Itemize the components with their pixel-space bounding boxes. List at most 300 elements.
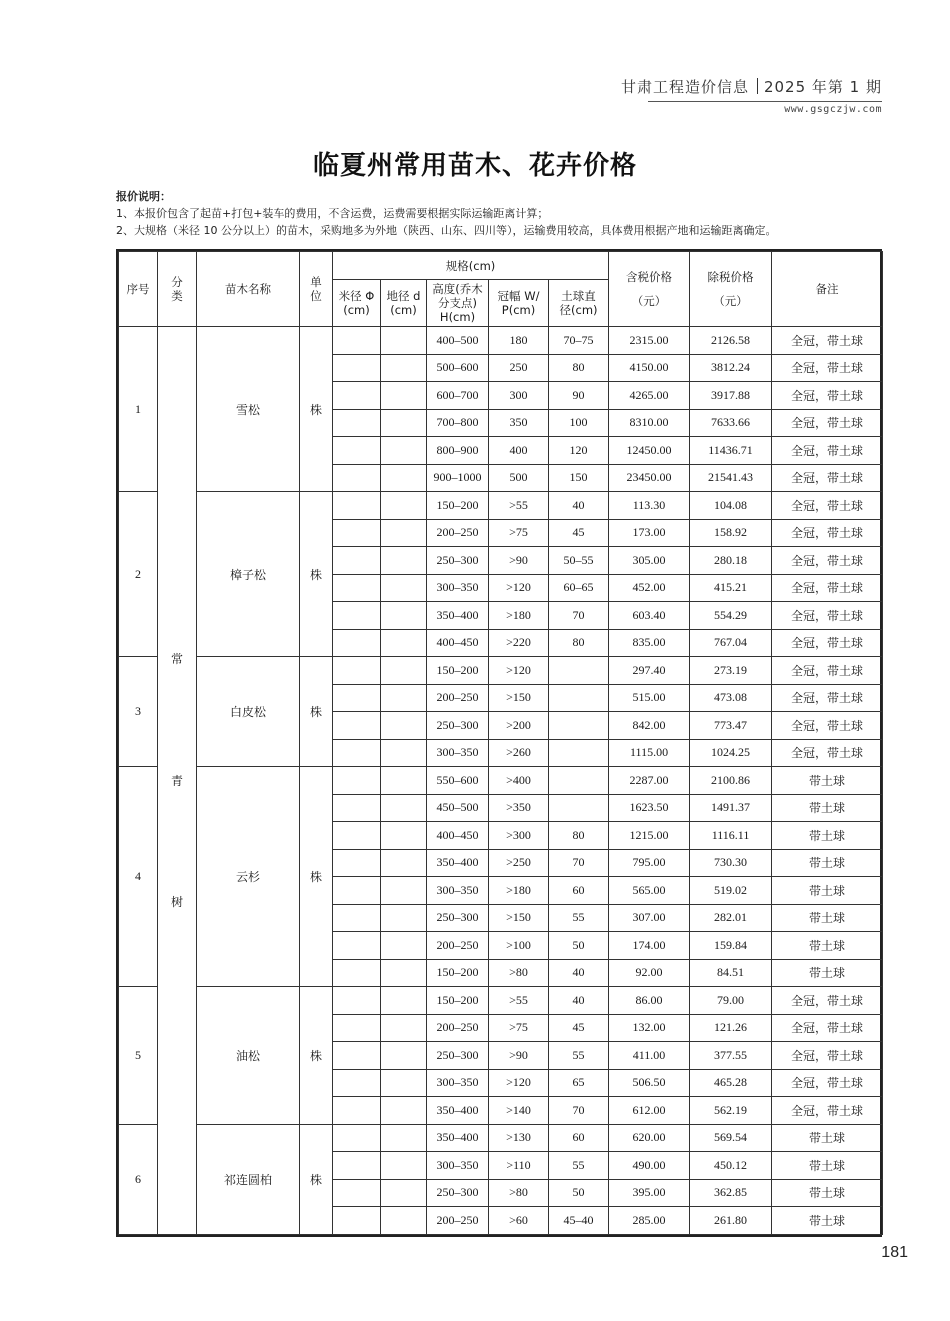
website-url: www.gsgczjw.com [784, 104, 882, 115]
ground-cell [381, 767, 427, 795]
seq-cell: 1 [119, 327, 158, 492]
crown-cell: >400 [489, 767, 549, 795]
price-notax-cell: 519.02 [690, 877, 772, 905]
price-notax-cell: 7633.66 [690, 409, 772, 437]
ground-cell [381, 354, 427, 382]
remark-cell: 带土球 [772, 767, 883, 795]
remark-cell: 带土球 [772, 794, 883, 822]
dbh-cell [333, 959, 381, 987]
dbh-cell [333, 712, 381, 740]
ground-cell [381, 739, 427, 767]
price-tax-cell: 173.00 [609, 519, 690, 547]
height-cell: 400–450 [427, 822, 489, 850]
category-char: 青 [170, 773, 183, 788]
crown-cell: 180 [489, 327, 549, 355]
notes-line-1: 1、本报价包含了起苗+打包+装车的费用，不含运费，运费需要根据实际运输距离计算； [116, 207, 549, 220]
dbh-cell [333, 877, 381, 905]
ball-cell: 50 [549, 932, 609, 960]
price-notax-cell: 362.85 [690, 1179, 772, 1207]
dbh-cell [333, 1097, 381, 1125]
header-dbh: 米径 Φ (cm) [333, 280, 381, 327]
ball-cell: 150 [549, 464, 609, 492]
height-cell: 350–400 [427, 1097, 489, 1125]
ground-cell [381, 712, 427, 740]
price-notax-cell: 2100.86 [690, 767, 772, 795]
price-notax-cell: 730.30 [690, 849, 772, 877]
seq-cell: 3 [119, 657, 158, 767]
height-cell: 200–250 [427, 519, 489, 547]
ball-cell: 100 [549, 409, 609, 437]
dbh-cell [333, 1179, 381, 1207]
height-cell: 300–350 [427, 1152, 489, 1180]
ground-cell [381, 794, 427, 822]
height-cell: 300–350 [427, 877, 489, 905]
header-height: 高度(乔木分支点) H(cm) [427, 280, 489, 327]
dbh-cell [333, 464, 381, 492]
dbh-cell [333, 602, 381, 630]
height-cell: 800–900 [427, 437, 489, 465]
dbh-cell [333, 1069, 381, 1097]
crown-cell: >180 [489, 877, 549, 905]
remark-cell: 全冠，带土球 [772, 492, 883, 520]
ground-cell [381, 987, 427, 1015]
ground-cell [381, 932, 427, 960]
seq-cell: 6 [119, 1124, 158, 1235]
price-tax-cell: 603.40 [609, 602, 690, 630]
dbh-cell [333, 629, 381, 657]
dbh-cell [333, 849, 381, 877]
price-notax-cell: 562.19 [690, 1097, 772, 1125]
price-notax-cell: 1491.37 [690, 794, 772, 822]
remark-cell: 带土球 [772, 1124, 883, 1152]
issue-label: 2025 年第 1 期 [763, 78, 882, 96]
crown-cell: 400 [489, 437, 549, 465]
price-tax-cell: 452.00 [609, 574, 690, 602]
price-notax-cell: 1024.25 [690, 739, 772, 767]
ground-cell [381, 629, 427, 657]
ball-cell: 90 [549, 382, 609, 410]
dbh-cell [333, 492, 381, 520]
price-notax-cell: 3812.24 [690, 354, 772, 382]
table-row [119, 1124, 883, 1152]
remark-cell: 全冠，带土球 [772, 987, 883, 1015]
price-notax-cell: 159.84 [690, 932, 772, 960]
ground-cell [381, 492, 427, 520]
header-price-notax [690, 252, 772, 327]
price-tax-cell: 620.00 [609, 1124, 690, 1152]
price-tax-cell: 395.00 [609, 1179, 690, 1207]
crown-cell: >120 [489, 574, 549, 602]
seq-cell: 4 [119, 767, 158, 987]
price-notax-cell: 158.92 [690, 519, 772, 547]
dbh-cell [333, 437, 381, 465]
height-cell: 150–200 [427, 657, 489, 685]
ball-cell: 55 [549, 904, 609, 932]
plant-name-cell: 樟子松 [197, 492, 300, 657]
ground-cell [381, 877, 427, 905]
dbh-cell [333, 1152, 381, 1180]
dbh-cell [333, 657, 381, 685]
price-notax-cell: 473.08 [690, 684, 772, 712]
remark-cell: 全冠，带土球 [772, 684, 883, 712]
ground-cell [381, 519, 427, 547]
ground-cell [381, 327, 427, 355]
dbh-cell [333, 574, 381, 602]
dbh-cell [333, 1207, 381, 1235]
dbh-cell [333, 684, 381, 712]
price-tax-cell: 297.40 [609, 657, 690, 685]
ball-cell [549, 684, 609, 712]
ball-cell: 60 [549, 877, 609, 905]
height-cell: 150–200 [427, 987, 489, 1015]
header-separator [757, 78, 758, 94]
price-tax-cell: 1623.50 [609, 794, 690, 822]
ball-cell: 55 [549, 1042, 609, 1070]
header-seq: 序号 [119, 252, 158, 327]
price-tax-cell: 2315.00 [609, 327, 690, 355]
crown-cell: >80 [489, 1179, 549, 1207]
ground-cell [381, 1124, 427, 1152]
unit-cell: 株 [300, 327, 333, 492]
ball-cell [549, 794, 609, 822]
crown-cell: >75 [489, 519, 549, 547]
remark-cell: 全冠，带土球 [772, 409, 883, 437]
price-notes [116, 188, 776, 239]
price-notax-cell: 415.21 [690, 574, 772, 602]
ball-cell: 40 [549, 492, 609, 520]
table-row [119, 492, 883, 520]
dbh-cell [333, 739, 381, 767]
remark-cell: 带土球 [772, 959, 883, 987]
remark-cell: 带土球 [772, 822, 883, 850]
price-tax-cell: 307.00 [609, 904, 690, 932]
price-tax-cell: 565.00 [609, 877, 690, 905]
height-cell: 450–500 [427, 794, 489, 822]
price-notax-cell: 3917.88 [690, 382, 772, 410]
height-cell: 250–300 [427, 712, 489, 740]
header-price-notax-label: 除税价格 [707, 270, 754, 284]
remark-cell: 带土球 [772, 1207, 883, 1235]
ball-cell: 70 [549, 849, 609, 877]
price-tax-cell: 8310.00 [609, 409, 690, 437]
ball-cell: 40 [549, 987, 609, 1015]
remark-cell: 全冠，带土球 [772, 464, 883, 492]
remark-cell: 全冠，带土球 [772, 382, 883, 410]
ground-cell [381, 382, 427, 410]
height-cell: 400–450 [427, 629, 489, 657]
remark-cell: 带土球 [772, 877, 883, 905]
crown-cell: >200 [489, 712, 549, 740]
price-notax-cell: 767.04 [690, 629, 772, 657]
ball-cell: 80 [549, 629, 609, 657]
price-notax-cell: 280.18 [690, 547, 772, 575]
ground-cell [381, 1152, 427, 1180]
seq-cell: 5 [119, 987, 158, 1125]
dbh-cell [333, 1042, 381, 1070]
crown-cell: >110 [489, 1152, 549, 1180]
crown-cell: >55 [489, 987, 549, 1015]
header-spec: 规格(cm) [333, 252, 609, 280]
header-ball: 土球直径(cm) [549, 280, 609, 327]
price-tax-cell: 2287.00 [609, 767, 690, 795]
price-notax-cell: 554.29 [690, 602, 772, 630]
ball-cell: 65 [549, 1069, 609, 1097]
remark-cell: 全冠，带土球 [772, 1069, 883, 1097]
ball-cell: 80 [549, 822, 609, 850]
ground-cell [381, 602, 427, 630]
price-tax-cell: 4265.00 [609, 382, 690, 410]
unit-cell: 株 [300, 657, 333, 767]
price-notax-cell: 273.19 [690, 657, 772, 685]
crown-cell: >140 [489, 1097, 549, 1125]
price-tax-cell: 506.50 [609, 1069, 690, 1097]
price-notax-cell: 261.80 [690, 1207, 772, 1235]
unit-cell: 株 [300, 492, 333, 657]
category-cell [158, 327, 197, 1235]
plant-name-cell: 云杉 [197, 767, 300, 987]
price-notax-cell: 11436.71 [690, 437, 772, 465]
dbh-cell [333, 822, 381, 850]
remark-cell: 全冠，带土球 [772, 1042, 883, 1070]
ground-cell [381, 1014, 427, 1042]
price-notax-cell: 79.00 [690, 987, 772, 1015]
price-notax-cell: 773.47 [690, 712, 772, 740]
table-row [119, 987, 883, 1015]
dbh-cell [333, 904, 381, 932]
price-tax-cell: 1215.00 [609, 822, 690, 850]
unit-cell: 株 [300, 1124, 333, 1235]
remark-cell: 全冠，带土球 [772, 629, 883, 657]
crown-cell: >350 [489, 794, 549, 822]
remark-cell: 全冠，带土球 [772, 739, 883, 767]
price-table-body [119, 327, 883, 1235]
ball-cell: 50–55 [549, 547, 609, 575]
price-notax-cell: 121.26 [690, 1014, 772, 1042]
height-cell: 350–400 [427, 849, 489, 877]
remark-cell: 全冠，带土球 [772, 657, 883, 685]
ball-cell: 60 [549, 1124, 609, 1152]
height-cell: 250–300 [427, 904, 489, 932]
crown-cell: 350 [489, 409, 549, 437]
crown-cell: >220 [489, 629, 549, 657]
price-tax-cell: 23450.00 [609, 464, 690, 492]
table-row [119, 657, 883, 685]
height-cell: 350–400 [427, 602, 489, 630]
dbh-cell [333, 382, 381, 410]
height-cell: 200–250 [427, 684, 489, 712]
header-price-tax [609, 252, 690, 327]
ground-cell [381, 1069, 427, 1097]
dbh-cell [333, 547, 381, 575]
height-cell: 250–300 [427, 547, 489, 575]
crown-cell: 300 [489, 382, 549, 410]
header-remark: 备注 [772, 252, 883, 327]
price-tax-cell: 174.00 [609, 932, 690, 960]
height-cell: 700–800 [427, 409, 489, 437]
remark-cell: 全冠，带土球 [772, 712, 883, 740]
ground-cell [381, 1097, 427, 1125]
ground-cell [381, 684, 427, 712]
crown-cell: >150 [489, 904, 549, 932]
notes-line-2: 2、大规格（米径 10 公分以上）的苗木，采购地多为外地（陕西、山东、四川等），运输费用较高，具体费用根据产地和运输距离确定。 [116, 224, 777, 237]
remark-cell: 全冠，带土球 [772, 1097, 883, 1125]
price-tax-cell: 12450.00 [609, 437, 690, 465]
price-notax-cell: 282.01 [690, 904, 772, 932]
header-rule [648, 101, 882, 102]
price-notax-cell: 84.51 [690, 959, 772, 987]
price-notax-cell: 1116.11 [690, 822, 772, 850]
height-cell: 350–400 [427, 1124, 489, 1152]
category-char: 树 [170, 895, 183, 909]
seq-cell: 2 [119, 492, 158, 657]
height-cell: 150–200 [427, 492, 489, 520]
remark-cell: 带土球 [772, 849, 883, 877]
notes-heading: 报价说明： [116, 190, 171, 203]
height-cell: 200–250 [427, 1207, 489, 1235]
plant-name-cell: 雪松 [197, 327, 300, 492]
height-cell: 250–300 [427, 1179, 489, 1207]
ground-cell [381, 1179, 427, 1207]
price-table-wrapper [116, 249, 882, 1237]
dbh-cell [333, 1014, 381, 1042]
ball-cell [549, 712, 609, 740]
unit-cell: 株 [300, 767, 333, 987]
ball-cell: 45 [549, 519, 609, 547]
ball-cell: 70 [549, 602, 609, 630]
height-cell: 600–700 [427, 382, 489, 410]
remark-cell: 带土球 [772, 932, 883, 960]
height-cell: 300–350 [427, 574, 489, 602]
header-price-tax-unit: （元） [631, 294, 667, 308]
height-cell: 150–200 [427, 959, 489, 987]
crown-cell: >75 [489, 1014, 549, 1042]
remark-cell: 带土球 [772, 1152, 883, 1180]
header-name: 苗木名称 [197, 252, 300, 327]
ground-cell [381, 547, 427, 575]
crown-cell: >90 [489, 1042, 549, 1070]
header-price-notax-unit: （元） [713, 294, 748, 308]
price-tax-cell: 411.00 [609, 1042, 690, 1070]
ground-cell [381, 437, 427, 465]
ball-cell [549, 767, 609, 795]
crown-cell: >250 [489, 849, 549, 877]
header-category: 分类 [158, 252, 197, 327]
price-tax-cell: 305.00 [609, 547, 690, 575]
ground-cell [381, 849, 427, 877]
plant-name-cell: 白皮松 [197, 657, 300, 767]
price-tax-cell: 285.00 [609, 1207, 690, 1235]
header-unit: 单位 [300, 252, 333, 327]
unit-cell: 株 [300, 987, 333, 1125]
crown-cell: >150 [489, 684, 549, 712]
header-ground: 地径 d (cm) [381, 280, 427, 327]
dbh-cell [333, 354, 381, 382]
remark-cell: 全冠，带土球 [772, 519, 883, 547]
height-cell: 300–350 [427, 739, 489, 767]
ball-cell [549, 657, 609, 685]
price-notax-cell: 104.08 [690, 492, 772, 520]
height-cell: 250–300 [427, 1042, 489, 1070]
height-cell: 200–250 [427, 1014, 489, 1042]
crown-cell: >180 [489, 602, 549, 630]
price-tax-cell: 842.00 [609, 712, 690, 740]
page-header [621, 76, 882, 115]
price-notax-cell: 21541.43 [690, 464, 772, 492]
price-tax-cell: 795.00 [609, 849, 690, 877]
price-table [118, 251, 883, 1235]
crown-cell: >100 [489, 932, 549, 960]
crown-cell: >55 [489, 492, 549, 520]
category-text [158, 650, 196, 910]
ball-cell: 40 [549, 959, 609, 987]
height-cell: 900–1000 [427, 464, 489, 492]
remark-cell: 全冠，带土球 [772, 327, 883, 355]
price-notax-cell: 569.54 [690, 1124, 772, 1152]
price-tax-cell: 4150.00 [609, 354, 690, 382]
price-tax-cell: 1115.00 [609, 739, 690, 767]
page-number: 181 [881, 1244, 908, 1261]
crown-cell: >60 [489, 1207, 549, 1235]
price-tax-cell: 515.00 [609, 684, 690, 712]
price-tax-cell: 86.00 [609, 987, 690, 1015]
ground-cell [381, 574, 427, 602]
remark-cell: 全冠，带土球 [772, 1014, 883, 1042]
table-row [119, 767, 883, 795]
ground-cell [381, 959, 427, 987]
dbh-cell [333, 767, 381, 795]
remark-cell: 全冠，带土球 [772, 574, 883, 602]
price-tax-cell: 490.00 [609, 1152, 690, 1180]
dbh-cell [333, 932, 381, 960]
plant-name-cell: 油松 [197, 987, 300, 1125]
crown-cell: >120 [489, 657, 549, 685]
ball-cell: 45–40 [549, 1207, 609, 1235]
ground-cell [381, 409, 427, 437]
ball-cell: 50 [549, 1179, 609, 1207]
price-notax-cell: 450.12 [690, 1152, 772, 1180]
remark-cell: 全冠，带土球 [772, 354, 883, 382]
crown-cell: >300 [489, 822, 549, 850]
ball-cell [549, 739, 609, 767]
crown-cell: >130 [489, 1124, 549, 1152]
plant-name-cell: 祁连圆柏 [197, 1124, 300, 1235]
crown-cell: >90 [489, 547, 549, 575]
ground-cell [381, 904, 427, 932]
crown-cell: >80 [489, 959, 549, 987]
price-tax-cell: 132.00 [609, 1014, 690, 1042]
dbh-cell [333, 519, 381, 547]
ball-cell: 80 [549, 354, 609, 382]
remark-cell: 带土球 [772, 1179, 883, 1207]
ball-cell: 70–75 [549, 327, 609, 355]
dbh-cell [333, 987, 381, 1015]
ball-cell: 120 [549, 437, 609, 465]
remark-cell: 全冠，带土球 [772, 437, 883, 465]
price-tax-cell: 92.00 [609, 959, 690, 987]
height-cell: 500–600 [427, 354, 489, 382]
header-price-tax-label: 含税价格 [626, 270, 673, 284]
ground-cell [381, 464, 427, 492]
remark-cell: 全冠，带土球 [772, 602, 883, 630]
publication-name: 甘肃工程造价信息 [620, 78, 749, 96]
table-row [119, 327, 883, 355]
crown-cell: >120 [489, 1069, 549, 1097]
header-line [621, 76, 882, 97]
remark-cell: 带土球 [772, 904, 883, 932]
dbh-cell [333, 409, 381, 437]
price-notax-cell: 465.28 [690, 1069, 772, 1097]
ball-cell: 70 [549, 1097, 609, 1125]
